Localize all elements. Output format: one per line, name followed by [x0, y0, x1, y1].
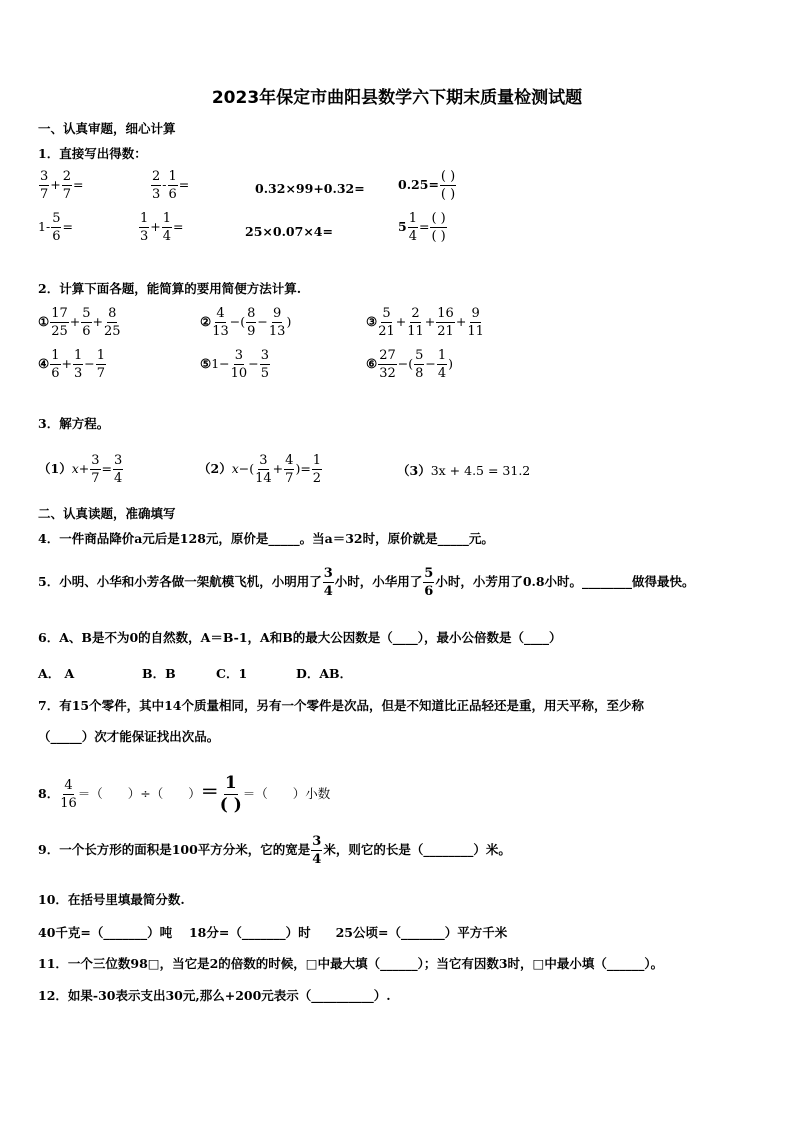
q1-item-1: $\frac{3}{7}$ + $\frac{2}{7}$ = — [40, 169, 84, 202]
q1-item-5: 1- $\frac{5}{6}$ = — [38, 211, 73, 244]
q6-option-b: B．B — [142, 666, 176, 681]
q1-item-2: $\frac{2}{3}$ - $\frac{1}{6}$ = — [152, 169, 190, 202]
question-6: 6．A、B是不为0的自然数，A＝B-1，A和B的最大公因数是（____），最小公倍数是（____） — [38, 630, 562, 645]
question-3-stem: 3．解方程。 — [38, 416, 110, 431]
question-4: 4．一件商品降价a元后是128元，原价是_____。当a＝32时，原价就是_____元。 — [38, 531, 494, 546]
q2-item-4: ④ $\frac{1}{6}$ + $\frac{1}{3}$ − $\frac{1}{7}$ — [38, 348, 106, 381]
question-1-stem: 1．直接写出得数： — [38, 146, 147, 161]
question-9: 9．一个长方形的面积是100平方分米，它的宽是 $\frac{3}{4}$ 米，则它的长是（________）米。 — [38, 834, 511, 867]
section-heading-1: 一、认真审题，细心计算 — [38, 121, 176, 136]
q2-item-5: ⑤1− $\frac{3}{10}$ − $\frac{3}{5}$ — [200, 348, 269, 381]
question-11: 11．一个三位数98□，当它是2的倍数的时候，□中最大填（______）；当它有因数3时，□中最小填（______）。 — [38, 956, 664, 971]
q2-item-6: ⑥ $\frac{27}{32}$ −( $\frac{5}{8}$ − $\frac{1}{4}$ ) — [366, 348, 454, 381]
question-8: 8． $\frac{4}{16}$ ＝（ ）÷（ ）＝ $\frac{1}{( )}$ ＝（ ）小数 — [38, 773, 331, 815]
q1-item-4: 0.25= $\frac{( )}{( )}$ — [398, 169, 456, 202]
q6-option-a: A． A — [38, 666, 75, 681]
q1-item-6: $\frac{1}{3}$ + $\frac{1}{4}$ = — [140, 211, 184, 244]
question-10-blanks: 40千克=（_______）吨 18分=（_______）时 25公顷=（_______）平方千米 — [38, 925, 508, 940]
question-7-line-1: 7．有15个零件，其中14个质量相同，另有一个零件是次品，但是不知道比正品轻还是重，用天平称，至少称 — [38, 698, 644, 713]
question-12: 12．如果-30表示支出30元,那么+200元表示（__________）. — [38, 988, 391, 1003]
q6-option-d: D．AB． — [296, 666, 353, 681]
q2-item-1: ① $\frac{17}{25}$ + $\frac{5}{6}$ + $\frac{8}{25}$ — [38, 306, 121, 339]
q2-item-3: ③ $\frac{5}{21}$ + $\frac{2}{11}$ + $\frac{16}{21}$ + $\frac{9}{11}$ — [366, 306, 484, 339]
q1-item-8: 5 $\frac{1}{4}$ = $\frac{( )}{( )}$ — [398, 211, 446, 244]
q3-equation-2: （2）x−( $\frac{3}{14}$ + $\frac{4}{7}$ )= $\frac{1}{2}$ — [198, 453, 322, 486]
question-5: 5．小明、小华和小芳各做一架航模飞机，小明用了 $\frac{3}{4}$ 小时，小华用了 $\frac{5}{6}$ 小时，小芳用了0.8小时。________做得最快。 — [38, 566, 695, 599]
q3-equation-3: （3）3x + 4.5 = 31.2 — [397, 463, 531, 478]
section-heading-2: 二、认真读题，准确填写 — [38, 506, 176, 521]
question-2-stem: 2．计算下面各题，能简算的要用简便方法计算. — [38, 281, 302, 296]
q2-item-2: ② $\frac{4}{13}$ −( $\frac{8}{9}$ − $\frac{9}{13}$ ) — [200, 306, 292, 339]
q1-item-7: 25×0.07×4= — [245, 224, 333, 239]
question-10-stem: 10．在括号里填最简分数. — [38, 892, 185, 907]
question-7-line-2: （_____）次才能保证找出次品。 — [38, 729, 220, 744]
q6-option-c: C．1 — [216, 666, 248, 681]
q3-equation-1: （1）x+ $\frac{3}{7}$ = $\frac{3}{4}$ — [38, 453, 123, 486]
page-title: 2023年保定市曲阳县数学六下期末质量检测试题 — [211, 88, 583, 108]
q1-item-3: 0.32×99+0.32= — [255, 181, 365, 196]
